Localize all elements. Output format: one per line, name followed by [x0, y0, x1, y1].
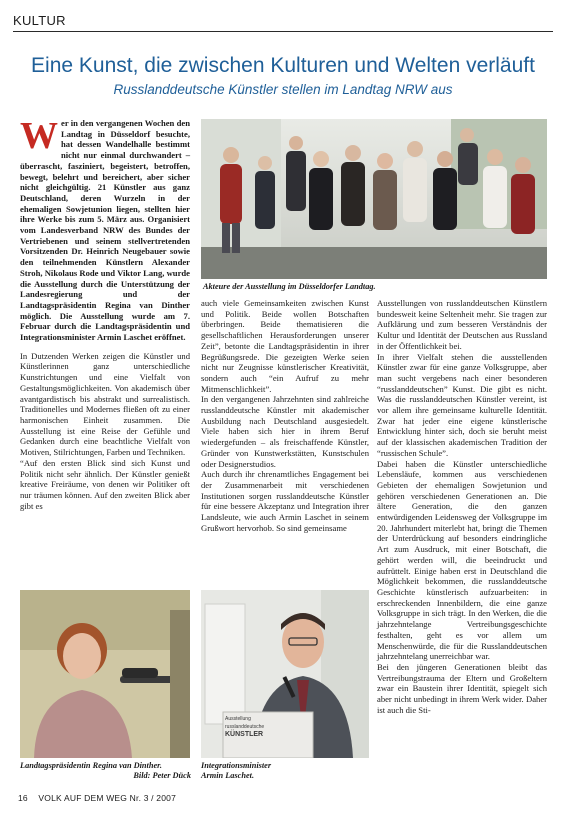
minister-photo	[201, 590, 369, 758]
president-caption-line: Landtagspräsidentin Regina van Dinther.	[20, 761, 162, 770]
col2-paragraph: In den vergangenen Jahrzehnten sind zahlreiche russlanddeutsche Künstler mit akademischer Ausbildung nach Deutschland ausgesiedelt. Viele haben sich hier in ihrem Beruf wiedergefunden – als freischaffende Künstler, Gründer von Kunstwerkstätten, Kunstschulen oder Designerstudios.	[201, 394, 369, 469]
publication-name: VOLK AUF DEM WEG Nr. 3 / 2007	[38, 793, 177, 803]
col1-paragraph: In Dutzenden Werken zeigen die Künstler und Künstlerinnen ganz unterschiedliche Kunstrichtungen und eine Vielfalt von Gestaltungsmöglichkeiten. Von akademisch über avantgardistisch bis abstrakt und surrealistisch. Traditionelles und Modernes fließen oft zu einer harmonischen Einheit zusammen. Die Ausstellung ist eine Reise der Gefühle und Gedanken durch eine beachtliche Vielfalt von Motiven, Stilrichtungen, Farben und Techniken.	[20, 350, 190, 458]
podium-sign-line: russlanddeutsche	[225, 724, 265, 730]
page-footer	[18, 793, 176, 803]
podium-sign	[225, 715, 311, 739]
section-header	[13, 14, 553, 32]
photo-credit: Bild: Peter Dück	[133, 771, 191, 780]
column-3	[377, 298, 547, 715]
group-photo	[201, 119, 547, 279]
column-1	[20, 115, 190, 511]
page-number: 16	[18, 793, 28, 803]
group-photo-caption: Akteure der Ausstellung im Düsseldorfer Landtag.	[203, 282, 376, 291]
podium-sign-line: Ausstellung	[225, 716, 251, 722]
col3-paragraph: Dabei haben die Künstler unterschiedliche Lebensläufe, kommen aus verschiedenen Gebieten der ehemaligen Sowjetunion und gehören verschiedenen Generationen an. Die ältere Generation, die den ganzen entwürdigenden Leidensweg der Volksgruppe im 20. Jahrhundert miterlebt hat, bringt die Themen der Unterdrückung auf besonders eindringliche Art zum Ausdruck, mit einer Botschaft, die gehört werden will, die beeindruckt und aufrüttelt. Einige haben erst in Deutschland die Möglichkeit bekommen, die russlanddeutsche Geschichte künstlerisch aufzuarbeiten: in erschreckenden Innenbildern, die eine ganze Volksgruppe in sich trägt. In den Werken, die die jahrzehntelange Vertreibungsgeschichte festhalten, geht es vor allem um Menschenwürde, die für die Russlanddeutschen jahrzehntelang unerreichbar war.	[377, 458, 547, 662]
col2-paragraph: Auch durch ihr chrenamtliches Engagement bei der Zusammenarbeit mit verschiedenen Institutionen sorgen russlanddeutsche Künstler für eine bessere Akzeptanz und Integration ihrer Landsleute, wie auch Armin Laschet in seinem Grußwort hervorhob. So sind gemeinsame	[201, 469, 369, 533]
article-headline: Eine Kunst, die zwischen Kulturen und Welten verläuft	[31, 54, 535, 77]
col1-paragraph: “Auf den ersten Blick sind sich Kunst und Politik nicht sehr ähnlich. Der Künstler genießt kreative Freiräume, von denen wir Politiker oft nur träumen können. Auf den zweiten Blick aber gibt es	[20, 457, 190, 511]
col3-paragraph: Ausstellungen von russlanddeutschen Künstlern bundesweit keine Seltenheit mehr. Sie tragen zur Aufklärung und zum besseren Verständnis der Kultur und Identität der Deutschen aus Russland in der Öffentlichkeit bei.	[377, 298, 547, 351]
minister-caption-line: Armin Laschet.	[201, 771, 255, 780]
intro-text: er in den vergangenen Wochen den Landtag in Düsseldorf besuchte, hat dessen Wandelhalle bestimmt nicht nur einmal durchwandert – überrascht, fasziniert, begeistert, betroffen, bewegt, belehrt und bereichert, aber sicher nicht gleichgültig. 21 Künstler aus ganz Deutschland, deren Wurzeln in der ehemaligen Sowjetunion liegen, stellten hier ihre Werke bis zum 5. März aus. Organisiert vom Landesverband NRW des Bundes der Vertriebenen und seinem stellvertretenden Vorsitzenden Dr. Heinrich Neugebauer sowie den teilnehmenden Künstlern Alexander Stroh, Nikolaus Rode und Viktor Lang, wurde die Ausstellung durch die Unterstützung der Landesregierung und der Landtagspräsidentin Regina van Dinther möglich. Die Ausstellung wurde am 7. Februar durch die Landtagspräsidentin und Integrationsminister Armin Laschet eröffnet.	[20, 118, 190, 343]
dropcap-letter: W	[20, 115, 58, 157]
section-label: KULTUR	[13, 13, 66, 28]
minister-caption-line: Integrationsminister	[201, 761, 272, 770]
col3-paragraph: In ihrer Vielfalt stehen die ausstellenden Künstler zwar für eine ganze Volksgruppe, aber man sucht vergebens nach einer besonderen “russlanddeutschen” Kunst. Die gibt es nicht. Was die russlanddeutschen Künstler vereint, ist vor allem ihre gemeinsame kulturelle Identität. Zwar hat jeder eine eigene künstlerische Entwicklung hinter sich, doch sie beruht meist auf der klassischen akademischen Tradition der “russischen Schule”.	[377, 351, 547, 458]
col3-paragraph: Bei den jüngeren Generationen bleibt das Vertreibungstrauma der Eltern und Großeltern zwar ein Baustein ihrer Identität, spiegelt sich aber nicht unbedingt in ihrem Werk wider. Daher ist auch die Sti-	[377, 661, 547, 715]
article-subheadline: Russlanddeutsche Künstler stellen im Landtag NRW aus	[113, 82, 453, 97]
president-photo-image	[20, 590, 190, 758]
column-2	[201, 298, 369, 533]
president-photo	[20, 590, 190, 758]
group-photo-image	[201, 119, 547, 279]
intro-paragraph	[20, 115, 190, 343]
minister-caption	[201, 761, 369, 781]
podium-sign-line: KÜNSTLER	[225, 731, 264, 738]
col2-paragraph: auch viele Gemeinsamkeiten zwischen Kunst und Politik. Beide wollen Botschaften überbringen. Beide thematisieren die gesellschaftlichen Herausforderungen unserer Zeit”, betonte die Landtagspräsidentin in ihrer Begrüßungsrede. Die gezeigten Werke seien nicht nur Zeugnisse künstlerischer Kreativität, sondern auch “ein Aufruf zu mehr Mitmenschlichkeit”.	[201, 298, 369, 394]
president-caption	[20, 761, 195, 781]
